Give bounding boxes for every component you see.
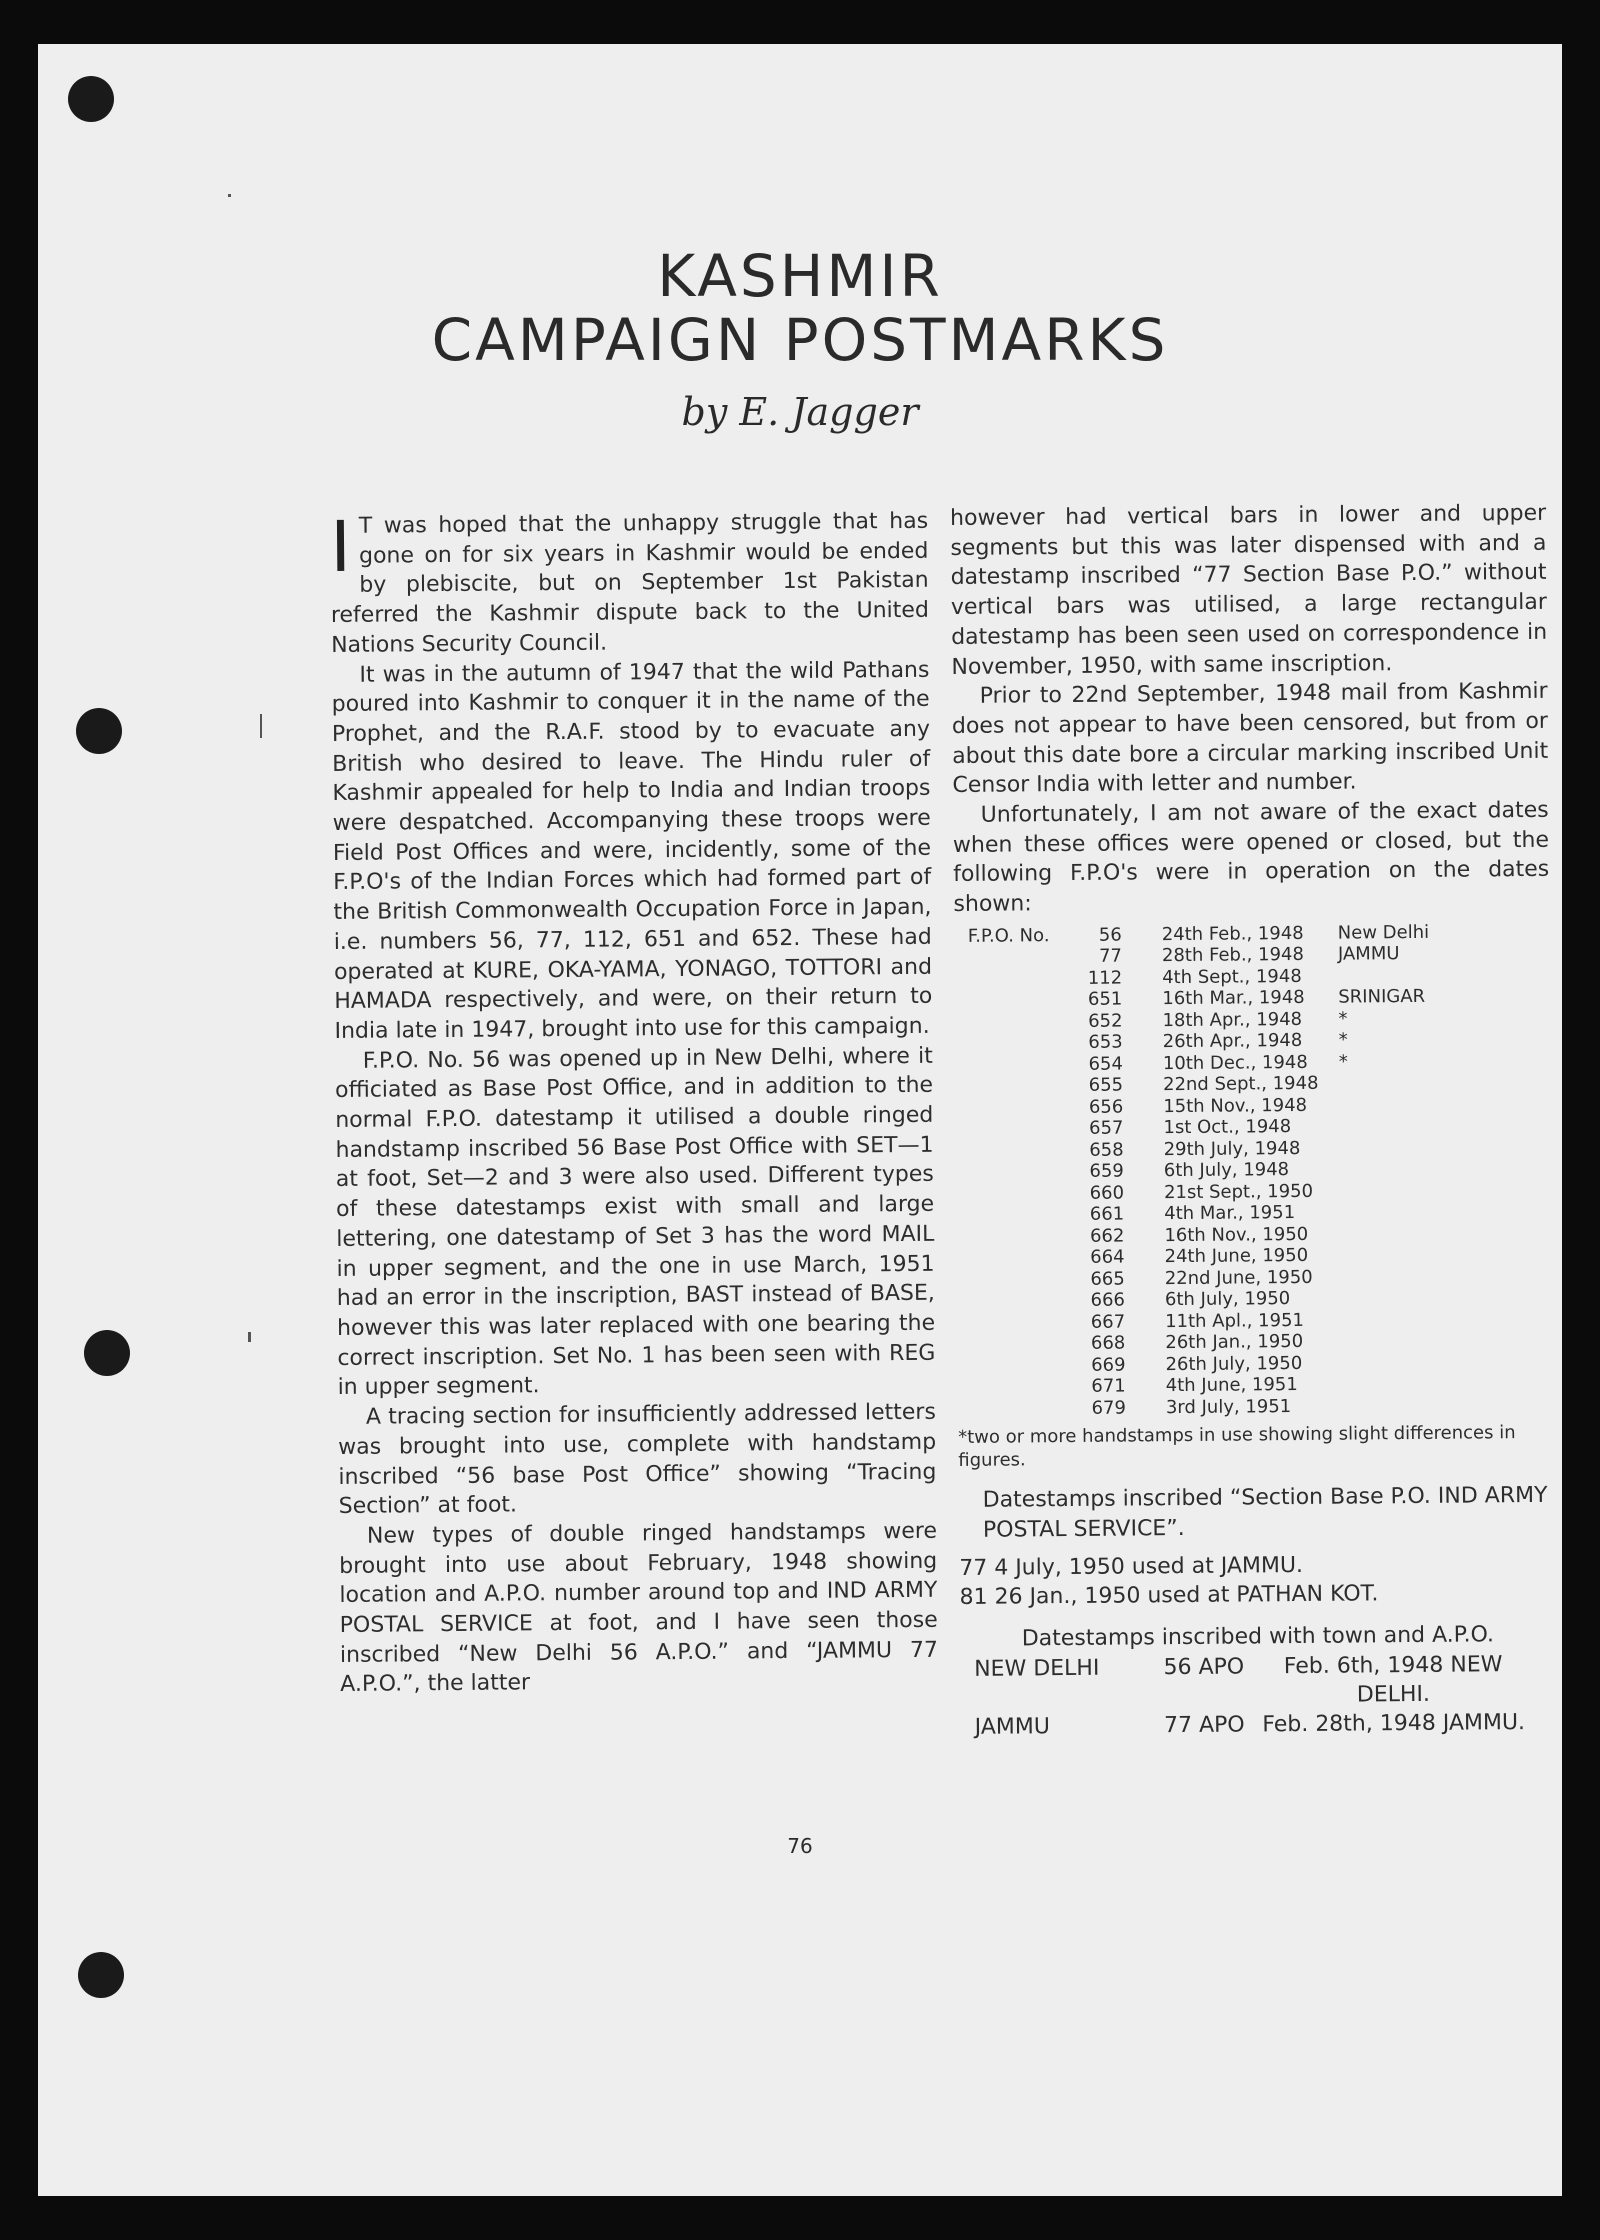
fpo-label — [968, 989, 1076, 1011]
fpo-date: 10th Dec., 1948 — [1162, 1051, 1308, 1075]
fpo-label — [971, 1290, 1079, 1312]
fpo-number: 655 — [1088, 1074, 1124, 1097]
fpo-place — [1335, 1072, 1431, 1094]
fpo-number: 669 — [1091, 1354, 1126, 1376]
fpo-date: 21st Sept., 1950 — [1163, 1180, 1314, 1204]
fpo-row — [968, 943, 1429, 969]
fpo-number: 662 — [1089, 1225, 1125, 1247]
fpo-number: 657 — [1089, 1117, 1124, 1140]
fpo-place — [1338, 1373, 1434, 1395]
paper-speck — [228, 194, 231, 197]
paragraph: however had vertical bars in lower and upper segments but this was later dispensed with and a datestamp inscribed “77 Section Base P.O.” without vertical bars was utilised, a large rectangular datestamp has been seen used on correspondence in November, 1950, with same inscription. — [950, 500, 1548, 680]
punch-hole — [78, 1952, 124, 1998]
fpo-label — [971, 1269, 1079, 1291]
fpo-label — [970, 1226, 1078, 1248]
fpo-date: 4th Sept., 1948 — [1162, 965, 1302, 989]
fpo-label — [968, 1011, 1076, 1033]
fpo-date: 16th Nov., 1950 — [1164, 1223, 1309, 1247]
fpo-place — [1337, 1330, 1433, 1352]
fpo-date: 16th Mar., 1948 — [1162, 987, 1305, 1010]
fpo-date: 1st Oct., 1948 — [1163, 1116, 1292, 1139]
fpo-date: 22nd June, 1950 — [1164, 1266, 1313, 1289]
page-number: 76 — [787, 1834, 813, 1858]
town-date: Feb. 6th, 1948 NEW DELHI. — [1283, 1652, 1503, 1708]
fpo-row — [968, 986, 1429, 1012]
fpo-number: 651 — [1087, 988, 1123, 1011]
section-base-heading: Datestamps inscribed “Section Base P.O. IND ARMY POSTAL SERVICE”. — [982, 1483, 1548, 1543]
left-column — [330, 507, 938, 1700]
fpo-number: 679 — [1091, 1397, 1126, 1419]
fpo-date: 3rd July, 1951 — [1165, 1395, 1292, 1418]
fpo-date: 4th Mar., 1951 — [1164, 1202, 1296, 1225]
town-name: NEW DELHI — [974, 1655, 1100, 1682]
fpo-place — [1336, 1244, 1432, 1266]
fpo-number: 77 — [1098, 945, 1123, 968]
fpo-label — [970, 1247, 1078, 1269]
fpo-date: 11th Apl., 1951 — [1165, 1309, 1305, 1332]
fpo-date: 26th Jan., 1950 — [1165, 1331, 1304, 1354]
fpo-place — [1336, 1201, 1432, 1223]
paragraph-text: T was hoped that the unhappy struggle that has gone on for six years in Kashmir would be ended by plebiscite, but on September 1st Pakistan referred the Kashmir dispute back to the United Nations Security Council. — [330, 508, 929, 658]
section-base-row: 77 4 July, 1950 used at JAMMU. — [959, 1552, 1304, 1581]
fpo-number: 653 — [1088, 1031, 1123, 1054]
fpo-label — [970, 1161, 1078, 1183]
fpo-label — [972, 1376, 1080, 1398]
fpo-date: 18th Apr., 1948 — [1162, 1008, 1303, 1032]
fpo-place: New Delhi — [1337, 921, 1430, 944]
fpo-number: 656 — [1088, 1096, 1124, 1118]
fpo-label — [971, 1333, 1079, 1355]
fpo-place: * — [1338, 1051, 1348, 1073]
fpo-date: 26th Apr., 1948 — [1162, 1030, 1303, 1053]
fpo-label — [970, 1140, 1078, 1162]
fpo-date: 24th June, 1950 — [1164, 1245, 1309, 1268]
fpo-label — [969, 1075, 1077, 1097]
fpo-place: * — [1338, 1029, 1348, 1051]
fpo-place — [1335, 1115, 1431, 1137]
fpo-footnote: *two or more handstamps in use showing slight differences in figures. — [958, 1422, 1516, 1472]
fpo-label — [969, 1054, 1077, 1076]
paragraph: Prior to 22nd September, 1948 mail from Kashmir does not appear to have been censored, but from or about this date bore a circular marking inscribed Unit Censor India with letter and number. — [951, 679, 1549, 799]
paper-speck — [260, 714, 262, 738]
fpo-number: 660 — [1089, 1182, 1125, 1204]
fpo-number: 658 — [1089, 1139, 1124, 1161]
town-table — [974, 1650, 1529, 1742]
section-base-row: 81 26 Jan., 1950 used at PATHAN KOT. — [959, 1581, 1379, 1611]
town-apo: 56 APO — [1163, 1654, 1245, 1681]
fpo-number: 652 — [1088, 1010, 1123, 1032]
right-column — [950, 499, 1557, 1742]
fpo-number: 666 — [1090, 1289, 1126, 1312]
fpo-number: 56 — [1098, 924, 1122, 946]
fpo-date: 28th Feb., 1948 — [1161, 944, 1304, 967]
punch-hole — [68, 76, 114, 122]
fpo-table — [968, 922, 1434, 1421]
fpo-place: * — [1338, 1008, 1348, 1030]
fpo-label — [968, 968, 1076, 990]
paragraph: A tracing section for insufficiently addressed letters was brought into use, complete with handstamp inscribed “56 base Post Office” showing “Tracing Section” at foot. — [338, 1399, 937, 1520]
town-row — [975, 1708, 1529, 1742]
fpo-place — [1337, 1352, 1433, 1374]
fpo-place — [1335, 1094, 1431, 1116]
fpo-place — [1336, 1223, 1432, 1245]
fpo-number: 668 — [1090, 1332, 1126, 1355]
fpo-place — [1337, 1266, 1433, 1288]
paragraph: It was in the autumn of 1947 that the wild Pathans poured into Kashmir to conquer it in the name of the Prophet, and the R.A.F. stood by to evacuate any British who desired to leave. The Hindu ruler of Kashmir appealed for help to India and Indian troops were despatched. Accompanying these troops were Field Post Offices and were, incidently, some of the F.P.O's of the Indian Forces which had formed part of the British Commonwealth Occupation Force in Japan, i.e. numbers 56, 77, 112, 651 and 652. These had operated at KURE, OKA-YAMA, YONAGO, TOTTORI and HAMADA respectively, and were, on their return to India late in 1947, brought into use for this campaign. — [331, 657, 933, 1044]
fpo-date: 29th July, 1948 — [1163, 1137, 1301, 1161]
fpo-number: 664 — [1090, 1246, 1125, 1269]
town-date: Feb. 28th, 1948 JAMMU. — [1262, 1709, 1526, 1738]
fpo-place — [1337, 1309, 1433, 1331]
fpo-place — [1337, 1287, 1433, 1309]
fpo-place — [1336, 1158, 1432, 1180]
fpo-date: 6th July, 1948 — [1163, 1159, 1290, 1182]
paper-speck — [248, 1332, 251, 1342]
fpo-label: F.P.O. No. — [967, 924, 1050, 947]
fpo-label — [971, 1312, 1079, 1334]
paragraph: New types of double ringed handstamps were brought into use about February, 1948 showing location and A.P.O. number around top and IND ARMY POSTAL SERVICE at foot, and I have seen those inscribed “New Delhi 56 A.P.O.” and “JAMMU 77 A.P.O.”, the latter — [339, 1518, 939, 1698]
fpo-date: 22nd Sept., 1948 — [1162, 1073, 1319, 1096]
town-name: JAMMU — [974, 1714, 1051, 1740]
fpo-place — [1338, 1395, 1434, 1417]
fpo-label — [972, 1398, 1080, 1420]
fpo-row — [972, 1395, 1433, 1421]
fpo-number: 665 — [1090, 1268, 1125, 1290]
paragraph: Unfortunately, I am not aware of the exact dates when these offices were opened or closed, but the following F.P.O's were in operation on the dates shown: — [952, 797, 1550, 918]
punch-hole — [84, 1330, 130, 1376]
fpo-date: 6th July, 1950 — [1164, 1288, 1291, 1311]
fpo-number: 654 — [1088, 1053, 1123, 1075]
fpo-label — [969, 1032, 1077, 1054]
document-page — [38, 44, 1562, 2196]
fpo-number: 659 — [1089, 1160, 1124, 1183]
fpo-label — [968, 946, 1076, 968]
fpo-date: 24th Feb., 1948 — [1161, 922, 1304, 946]
fpo-label — [969, 1097, 1077, 1119]
fpo-label — [971, 1355, 1079, 1377]
fpo-number: 667 — [1090, 1311, 1126, 1333]
town-row — [974, 1650, 1528, 1713]
drop-cap: I — [329, 505, 352, 588]
fpo-place: SRINIGAR — [1338, 986, 1426, 1008]
paragraph: F.P.O. No. 56 was opened up in New Delhi, where it officiated as Base Post Office, and in addition to the normal F.P.O. datestamp it utilised a double ringed handstamp inscribed 56 Base Post Office with SET—1 at foot, Set—2 and 3 were also used. Different types of these datestamps exist with small and large lettering, one datestamp of Set 3 has the word MAIL in upper segment, and the one in use March, 1951 had an error in the inscription, BAST instead of BASE, however this was later replaced with one bearing the correct inscription. Set No. 1 has been seen with REG in upper segment. — [334, 1043, 936, 1401]
fpo-place — [1336, 1137, 1432, 1159]
town-heading: Datestamps inscribed with town and A.P.O. — [1021, 1622, 1495, 1652]
fpo-number: 671 — [1091, 1375, 1126, 1398]
fpo-place — [1334, 965, 1430, 987]
paragraph — [330, 507, 929, 661]
byline: by E. Jagger — [681, 390, 919, 434]
fpo-number: 661 — [1089, 1203, 1125, 1226]
fpo-place — [1336, 1180, 1432, 1202]
fpo-place: JAMMU — [1337, 943, 1400, 965]
fpo-label — [970, 1204, 1078, 1226]
article-title-line-1: KASHMIR — [657, 242, 943, 310]
fpo-date: 15th Nov., 1948 — [1163, 1094, 1308, 1118]
article-title-line-2: CAMPAIGN POSTMARKS — [431, 306, 1169, 374]
fpo-label — [970, 1183, 1078, 1205]
town-apo: 77 APO — [1163, 1712, 1245, 1739]
punch-hole — [76, 708, 122, 754]
fpo-date: 4th June, 1951 — [1165, 1374, 1298, 1397]
fpo-label — [969, 1118, 1077, 1140]
fpo-number: 112 — [1087, 967, 1123, 989]
fpo-date: 26th July, 1950 — [1165, 1352, 1303, 1375]
